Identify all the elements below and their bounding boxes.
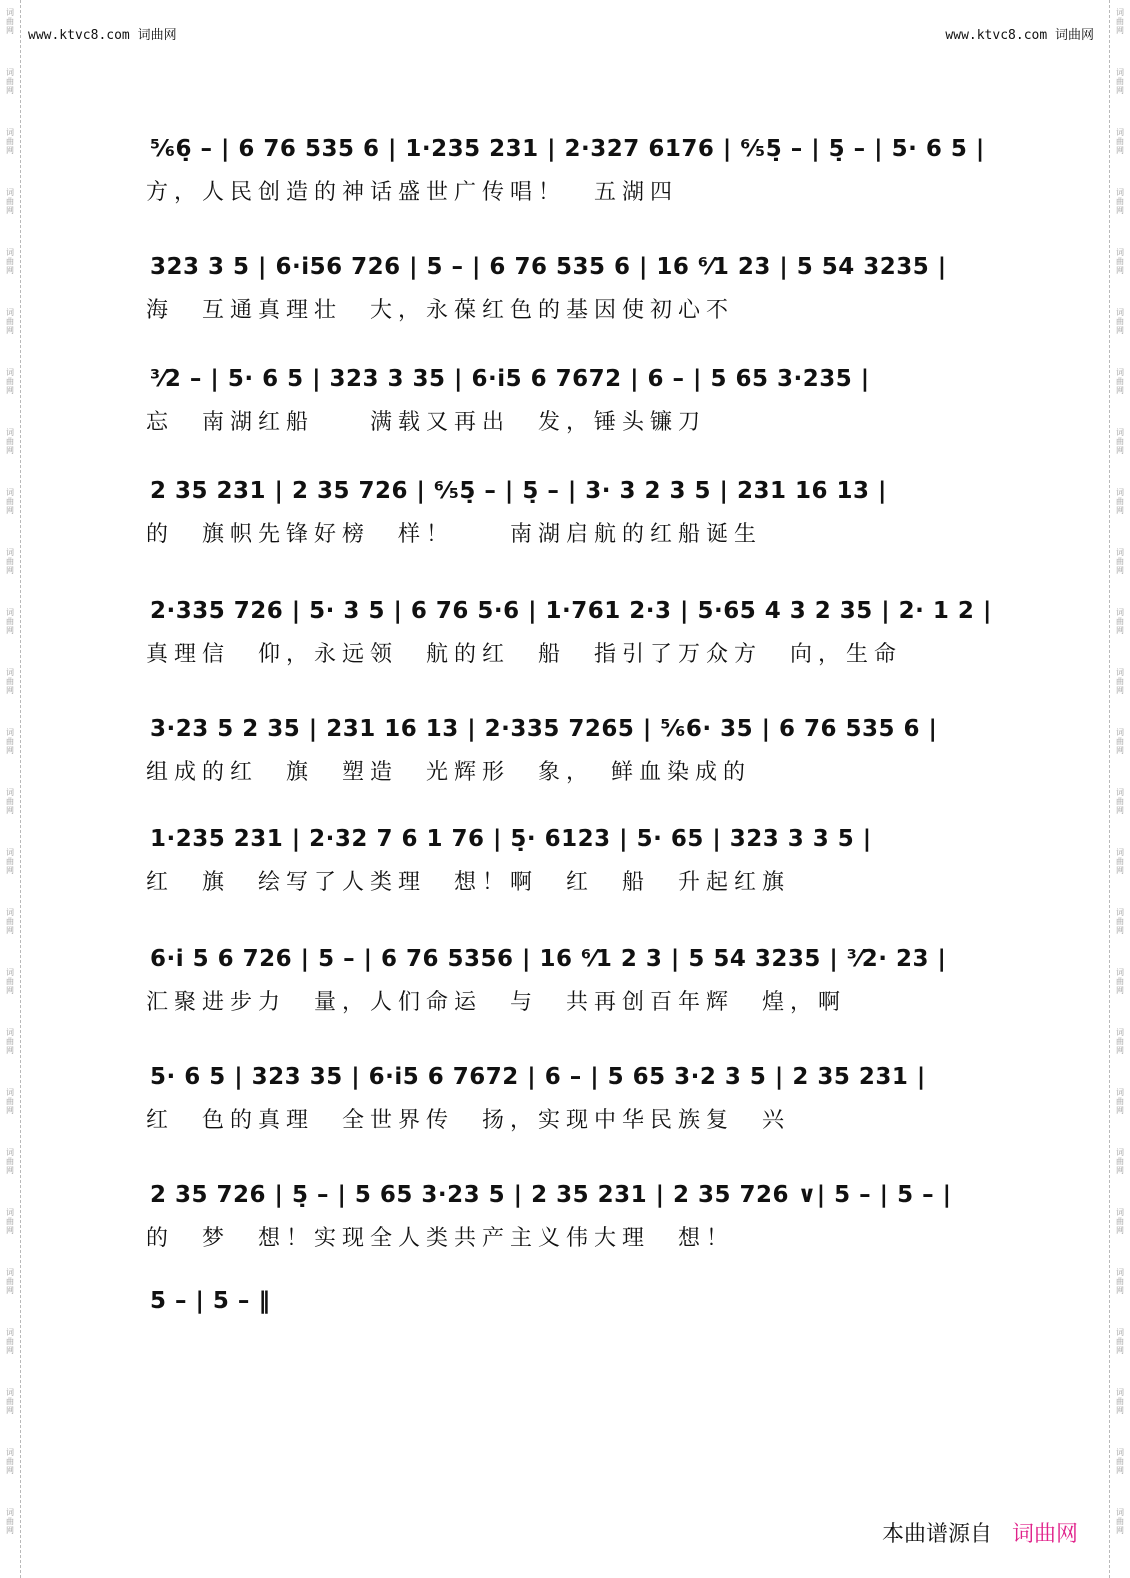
margin-watermark: 词 曲 网 [1116,488,1124,515]
notation-line: 3·23 5 2 35 | 231 16 13 | 2·335 7265 | ⁵⁄₆6· 35 | 6 76 535 6 | [150,716,938,742]
score-row [140,590,1010,700]
notation-line: 2 35 726 | 5̣ – | 5 65 3·23 5 | 2 35 231 | 2 35 726 ∨| 5 – | 5 – | [150,1182,952,1208]
margin-watermark: 词 曲 网 [6,728,14,755]
score-row [140,358,1010,468]
margin-watermark: 词 曲 网 [1116,368,1124,395]
margin-watermark: 词 曲 网 [1116,788,1124,815]
site-watermark-left[interactable]: www.ktvc8.com 词曲网 [28,28,177,43]
margin-watermark: 词 曲 网 [6,1208,14,1235]
margin-watermark: 词 曲 网 [6,1148,14,1175]
right-margin-strip [1109,0,1130,1578]
margin-watermark: 词 曲 网 [6,1268,14,1295]
notation-line: 2 35 231 | 2 35 726 | ⁶⁄₅5̣ – | 5̣ – | 3· 3 2 3 5 | 231 16 13 | [150,478,887,504]
notation-line: ⁵⁄₆6̣ – | 6 76 535 6 | 1·235 231 | 2·327 6176 | ⁶⁄₅5̣ – | 5̣ – | 5· 6 5 | [150,136,985,162]
margin-watermark: 词 曲 网 [6,848,14,875]
lyrics-line [146,1330,1010,1364]
source-footer [882,1517,1078,1548]
margin-watermark: 词 曲 网 [1116,1328,1124,1355]
score-row [140,818,1010,928]
margin-watermark: 词 曲 网 [1116,1388,1124,1415]
lyrics-line: 的 旗帜先锋好榜 样！ 南湖启航的红船诞生 [146,522,763,547]
margin-watermark: 词 曲 网 [6,368,14,395]
score-row [140,470,1010,580]
margin-watermark: 词 曲 网 [1116,1508,1124,1535]
margin-watermark: 词 曲 网 [1116,668,1124,695]
notation-line: 2·335 726 | 5· 3 5 | 6 76 5·6 | 1·761 2·3 | 5·65 4 3 2 35 | 2· 1 2 | [150,598,992,624]
margin-watermark: 词 曲 网 [1116,968,1124,995]
margin-watermark: 词 曲 网 [1116,848,1124,875]
margin-watermark: 词 曲 网 [1116,1268,1124,1295]
margin-watermark: 词 曲 网 [6,488,14,515]
margin-watermark: 词 曲 网 [6,1088,14,1115]
margin-watermark: 词 曲 网 [6,1448,14,1475]
margin-watermark: 词 曲 网 [1116,1148,1124,1175]
lyrics-line: 真理信 仰，永远领 航的红 船 指引了万众方 向，生命 [146,642,903,667]
margin-watermark: 词 曲 网 [1116,548,1124,575]
margin-watermark: 词 曲 网 [6,548,14,575]
margin-watermark: 词 曲 网 [6,428,14,455]
lyrics-line: 红 色的真理 全世界传 扬，实现中华民族复 兴 [146,1108,791,1133]
margin-watermark: 词 曲 网 [1116,728,1124,755]
brand-link[interactable]: 词曲网 [1011,1522,1078,1547]
margin-watermark: 词 曲 网 [1116,128,1124,155]
margin-watermark: 词 曲 网 [6,1328,14,1355]
score-row [140,246,1010,356]
margin-watermark: 词 曲 网 [6,968,14,995]
site-watermark-right[interactable]: www.ktvc8.com 词曲网 [945,28,1094,43]
margin-watermark: 词 曲 网 [1116,1208,1124,1235]
notation-line: 1·235 231 | 2·32 7 6 1 76 | 5̣· 6123 | 5· 65 | 323 3 3 5 | [150,826,872,852]
score-row [140,708,1010,818]
source-label: 本曲谱源自 [881,1522,992,1547]
left-margin-strip [0,0,21,1578]
notation-line: 323 3 5 | 6·i56 726 | 5 – | 6 76 535 6 | 16 ⁶⁄1 23 | 5 54 3235 | [150,254,947,280]
score-row [140,1280,1010,1390]
margin-watermark: 词 曲 网 [1116,8,1124,35]
score-row [140,938,1010,1048]
score-row [140,128,1010,238]
margin-watermark: 词 曲 网 [1116,68,1124,95]
margin-watermark: 词 曲 网 [6,248,14,275]
lyrics-line: 组成的红 旗 塑造 光辉形 象， 鲜血染成的 [146,760,752,785]
margin-watermark: 词 曲 网 [1116,608,1124,635]
lyrics-line: 红 旗 绘写了人类理 想！啊 红 船 升起红旗 [146,870,791,895]
margin-watermark: 词 曲 网 [1116,1028,1124,1055]
margin-watermark: 词 曲 网 [1116,308,1124,335]
margin-watermark: 词 曲 网 [6,668,14,695]
lyrics-line: 方，人民创造的神话盛世广传唱！ 五湖四 [146,180,679,205]
lyrics-line: 的 梦 想！实现全人类共产主义伟大理 想！ [146,1226,735,1251]
margin-watermark: 词 曲 网 [6,308,14,335]
lyrics-line: 汇聚进步力 量，人们命运 与 共再创百年辉 煌，啊 [146,990,847,1015]
margin-watermark: 词 曲 网 [1116,248,1124,275]
margin-watermark: 词 曲 网 [6,8,14,35]
margin-watermark: 词 曲 网 [6,188,14,215]
margin-watermark: 词 曲 网 [6,1028,14,1055]
margin-watermark: 词 曲 网 [6,128,14,155]
margin-watermark: 词 曲 网 [6,608,14,635]
margin-watermark: 词 曲 网 [6,908,14,935]
notation-line: ³⁄2 – | 5· 6 5 | 323 3 35 | 6·i5 6 7672 | 6 – | 5 65 3·235 | [150,366,870,392]
margin-watermark: 词 曲 网 [6,1388,14,1415]
margin-watermark: 词 曲 网 [1116,188,1124,215]
margin-watermark: 词 曲 网 [1116,1088,1124,1115]
margin-watermark: 词 曲 网 [6,788,14,815]
score-row [140,1174,1010,1284]
margin-watermark: 词 曲 网 [1116,908,1124,935]
notation-line: 6·i 5 6 726 | 5 – | 6 76 5356 | 16 ⁶⁄1 2 3 | 5 54 3235 | ³⁄2· 23 | [150,946,947,972]
lyrics-line: 海 互通真理壮 大，永葆红色的基因使初心不 [146,298,735,323]
margin-watermark: 词 曲 网 [6,1508,14,1535]
score-row [140,1056,1010,1166]
notation-line: 5 – | 5 – ‖ [150,1288,271,1314]
margin-watermark: 词 曲 网 [1116,1448,1124,1475]
lyrics-line: 忘 南湖红船 满载又再出 发，锤头镰刀 [146,410,707,435]
margin-watermark: 词 曲 网 [6,68,14,95]
notation-line: 5· 6 5 | 323 35 | 6·i5 6 7672 | 6 – | 5 65 3·2 3 5 | 2 35 231 | [150,1064,926,1090]
margin-watermark: 词 曲 网 [1116,428,1124,455]
